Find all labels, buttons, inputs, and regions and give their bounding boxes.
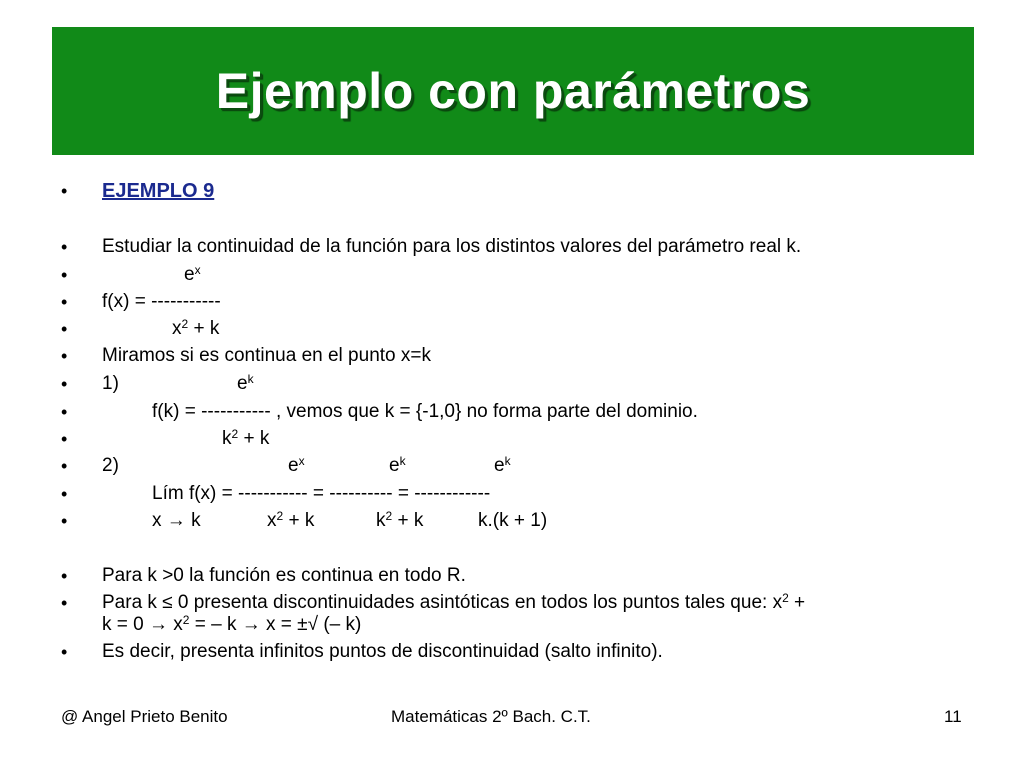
bullet-icon: • [61,484,68,504]
step1-numerator: $e^k$ [237,372,254,394]
problem-statement: Estudiar la continuidad de la función para los distintos valores del parámetro real k. [102,236,802,257]
limit-denominator-2: $k^2 + k$ [376,509,424,531]
bullet-icon: • [61,265,68,285]
bullet-icon: • [61,456,68,476]
denominator-x2k: $x^2 + k$ [172,317,220,339]
numerator-ex: $e^x$ [184,263,201,285]
fk-denominator: $k^2 + k$ [222,427,270,449]
slide-title: Ejemplo con parámetros [215,63,811,119]
conclusion-nonpositive-line1: Para k ≤ 0 presenta discontinuidades asintóticas en todos los puntos tales que: $x^2$ + [102,591,806,613]
limit-denominator-3: k.(k + 1) [478,510,548,531]
bullet-icon: • [61,566,68,586]
step1-label: 1) [102,373,119,394]
limit-numerator-1: $e^x$ [288,454,305,476]
footer-author: @ Angel Prieto Benito [61,707,228,726]
footer-page-number: 11 [944,707,962,726]
check-point-text: Miramos si es continua en el punto x=k [102,345,431,366]
bullet-icon: • [61,511,68,531]
function-definition: f(x) = ----------- [102,291,221,312]
arrow-right-icon: → [166,510,186,531]
title-banner [52,27,974,155]
limit-approach: x → k [152,510,201,531]
bullet-icon: • [61,429,68,449]
example-heading: EJEMPLO 9 [102,180,215,202]
step2-label: 2) [102,455,119,476]
limit-numerator-2: $e^k$ [389,454,406,476]
limit-expression: Lím f(x) = ----------- = ---------- = ------------ [152,483,491,504]
fk-evaluation: f(k) = ----------- , vemos que k = {-1,0} no forma parte del dominio. [152,401,698,422]
conclusion-nonpositive-line2: $k = 0 \to x^2$ = – k → x = ±√ (– k) [102,613,362,635]
bullet-icon: • [61,237,68,257]
bullet-icon: • [61,374,68,394]
footer-course: Matemáticas 2º Bach. C.T. [391,707,591,726]
limit-denominator-1: $x^2 + k$ [267,509,315,531]
bullet-icon: • [61,292,68,312]
bullet-icon: • [61,593,68,613]
limit-numerator-3: $e^k$ [494,454,511,476]
summary-text: Es decir, presenta infinitos puntos de discontinuidad (salto infinito). [102,641,663,662]
bullet-icon: • [61,319,68,339]
conclusion-positive: Para k >0 la función es continua en todo R. [102,565,466,586]
bullet-icon: • [61,402,68,422]
bullet-icon: • [61,642,68,662]
bullet-icon: • [61,181,68,201]
bullet-icon: • [61,346,68,366]
